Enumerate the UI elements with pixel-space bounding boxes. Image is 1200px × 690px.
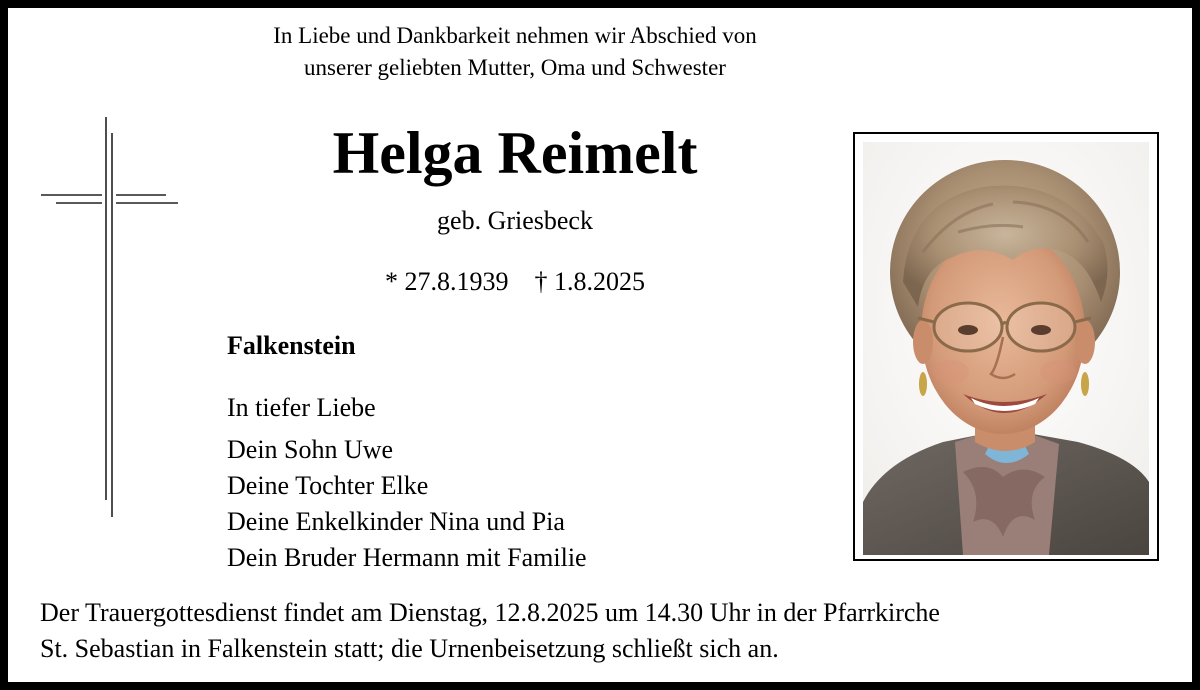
mourners-list — [227, 432, 587, 576]
mourner-item: Dein Bruder Hermann mit Familie — [227, 543, 587, 572]
death-date: † 1.8.2025 — [534, 267, 645, 296]
intro-line-2: unserer geliebten Mutter, Oma und Schwester — [304, 55, 726, 80]
mourner-item: Deine Tochter Elke — [227, 471, 429, 500]
home-town: Falkenstein — [227, 331, 356, 360]
mourner-item: Deine Enkelkinder Nina und Pia — [227, 507, 565, 536]
intro-text — [200, 20, 830, 84]
mourner-item: Dein Sohn Uwe — [227, 435, 394, 464]
intro-line-1: In Liebe und Dankbarkeit nehmen wir Abschied von — [273, 23, 757, 48]
birth-date: * 27.8.1939 — [385, 267, 509, 296]
life-dates — [300, 265, 730, 299]
service-line-1: Der Trauergottesdienst findet am Dienstag, 12.8.2025 um 14.30 Uhr in der Pfarrkirche — [40, 598, 940, 627]
closing-phrase: In tiefer Liebe — [227, 393, 376, 422]
deceased-name: Helga Reimelt — [332, 120, 698, 186]
birth-name: geb. Griesbeck — [437, 206, 593, 235]
service-announcement — [40, 595, 1160, 667]
cross-icon — [38, 115, 183, 520]
photo-frame — [853, 132, 1159, 561]
portrait-photo — [863, 142, 1149, 555]
service-line-2: St. Sebastian in Falkenstein statt; die Urnenbeisetzung schließt sich an. — [40, 634, 779, 663]
